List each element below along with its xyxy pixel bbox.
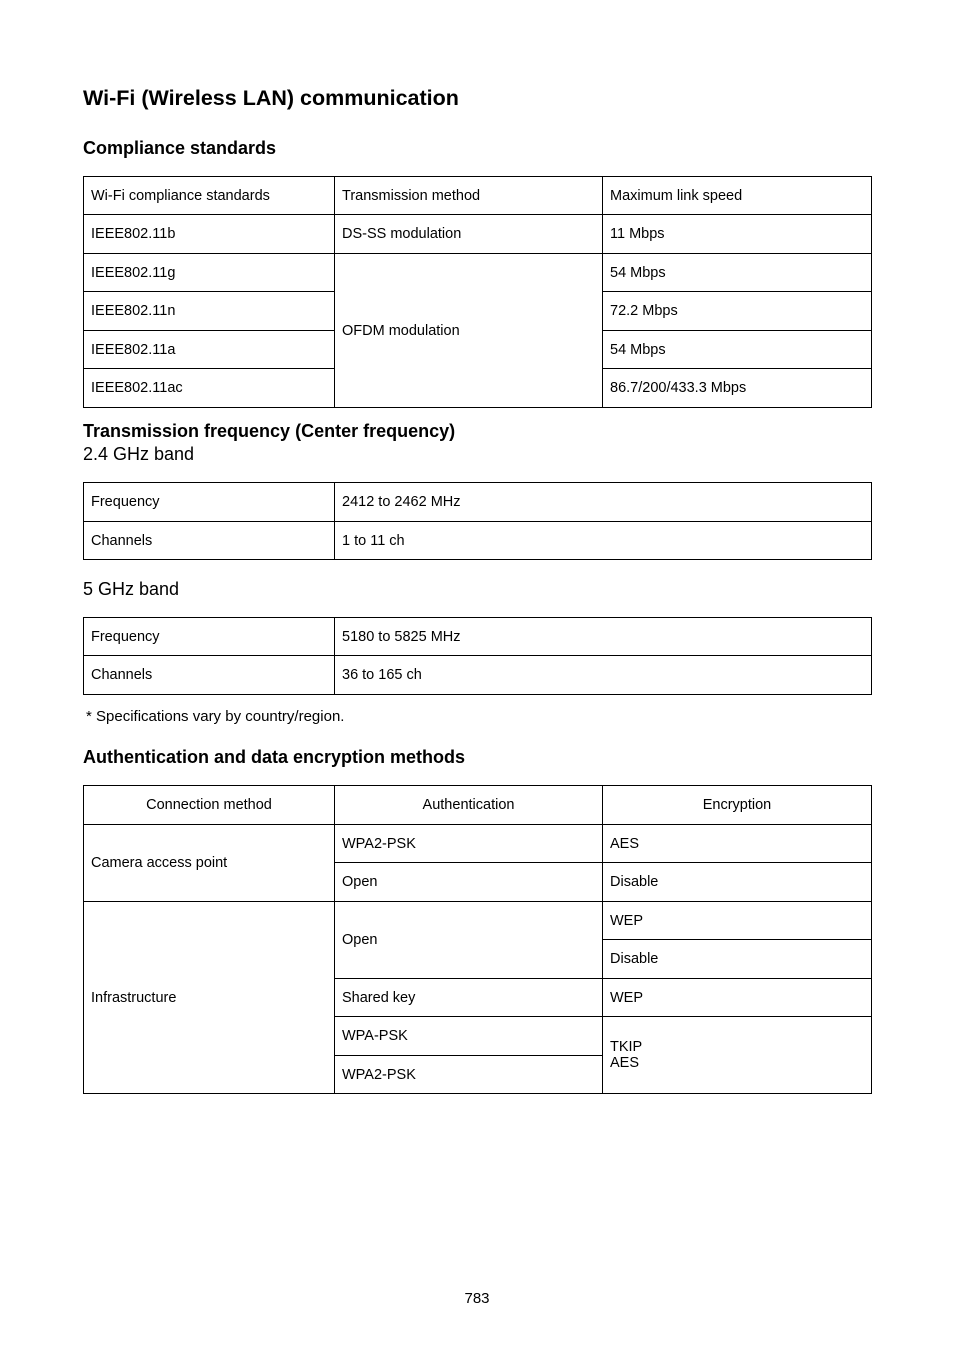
- header-cell: Maximum link speed: [603, 177, 872, 215]
- table-header-row: [84, 177, 872, 215]
- frequency-heading: Transmission frequency (Center frequency): [83, 421, 456, 441]
- speed-cell: 54 Mbps: [603, 331, 872, 369]
- value-cell: 2412 to 2462 MHz: [335, 483, 872, 522]
- compliance-heading: Compliance standards: [83, 138, 277, 158]
- encryption-cell: Disable: [603, 940, 872, 979]
- compliance-table: [83, 176, 872, 408]
- auth-table: [83, 785, 872, 1094]
- encryption-cell: WEP: [603, 902, 872, 940]
- speed-cell: 72.2 Mbps: [603, 292, 872, 331]
- speed-cell: 11 Mbps: [603, 215, 872, 254]
- encryption-cell: AES: [603, 825, 872, 863]
- auth-cell: Open: [335, 902, 603, 979]
- page-title: Wi-Fi (Wireless LAN) communication: [83, 86, 459, 110]
- standard-cell: IEEE802.11n: [84, 292, 335, 331]
- method-cell: OFDM modulation: [335, 254, 603, 408]
- value-cell: 5180 to 5825 MHz: [335, 618, 872, 656]
- encryption-cell: [603, 1017, 872, 1094]
- standard-cell: IEEE802.11ac: [84, 369, 335, 408]
- header-cell: Wi-Fi compliance standards: [84, 177, 335, 215]
- table-row: [84, 522, 872, 560]
- table-row: [84, 656, 872, 695]
- table-row: [84, 618, 872, 656]
- connection-cell: Infrastructure: [84, 902, 335, 1094]
- encryption-aes: AES: [610, 1055, 640, 1071]
- region-note: * Specifications vary by country/region.: [86, 708, 345, 725]
- auth-cell: WPA-PSK: [335, 1017, 603, 1056]
- standard-cell: IEEE802.11a: [84, 331, 335, 369]
- band-5-label: 5 GHz band: [83, 579, 180, 599]
- auth-cell: Open: [335, 863, 603, 902]
- value-cell: 36 to 165 ch: [335, 656, 872, 695]
- table-row: [84, 902, 872, 940]
- encryption-tkip: TKIP: [610, 1039, 643, 1055]
- auth-cell: WPA2-PSK: [335, 825, 603, 863]
- table-row: [84, 483, 872, 522]
- speed-cell: 86.7/200/433.3 Mbps: [603, 369, 872, 408]
- standard-cell: IEEE802.11g: [84, 254, 335, 292]
- band-5-table: [83, 617, 872, 695]
- encryption-cell: WEP: [603, 979, 872, 1017]
- standard-cell: IEEE802.11b: [84, 215, 335, 254]
- header-cell: Transmission method: [335, 177, 603, 215]
- label-cell: Frequency: [84, 483, 335, 522]
- table-row: [84, 825, 872, 863]
- speed-cell: 54 Mbps: [603, 254, 872, 292]
- table-row: [84, 254, 872, 292]
- value-cell: 1 to 11 ch: [335, 522, 872, 560]
- page-number: 783: [464, 1290, 490, 1307]
- header-cell: Authentication: [335, 786, 603, 825]
- table-row: [84, 215, 872, 254]
- header-cell: Encryption: [603, 786, 872, 825]
- header-cell: Connection method: [84, 786, 335, 825]
- method-cell: DS-SS modulation: [335, 215, 603, 254]
- table-header-row: [84, 786, 872, 825]
- connection-cell: Camera access point: [84, 825, 335, 902]
- auth-cell: Shared key: [335, 979, 603, 1017]
- label-cell: Frequency: [84, 618, 335, 656]
- encryption-cell: Disable: [603, 863, 872, 902]
- auth-cell: WPA2-PSK: [335, 1056, 603, 1094]
- band-24-label: 2.4 GHz band: [83, 444, 195, 464]
- auth-heading: Authentication and data encryption methods: [83, 747, 466, 767]
- band-24-table: [83, 482, 872, 560]
- label-cell: Channels: [84, 522, 335, 560]
- label-cell: Channels: [84, 656, 335, 695]
